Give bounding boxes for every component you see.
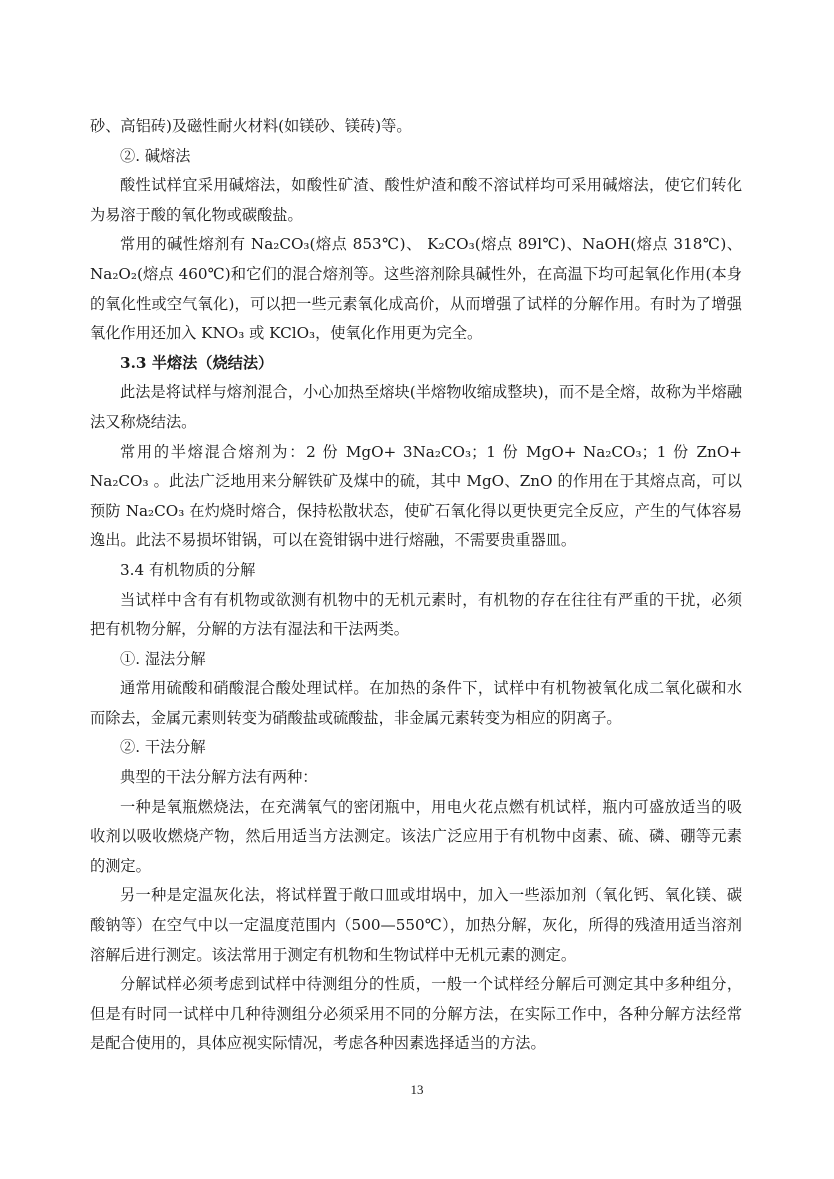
subheading-wet-decomposition: ①. 湿法分解 xyxy=(120,649,206,668)
paragraph-semi-fusion-intro: 此法是将试样与熔剂混合，小心加热至熔块(半熔物收缩成整块)，而不是全熔，故称为半熔融法又称烧结法。 xyxy=(90,383,742,431)
paragraph-semi-fusion-fluxes: 常用的半熔混合熔剂为：2 份 MgO+ 3Na₂CO₃；1 份 MgO+ Na₂CO₃；1 份 ZnO+ Na₂CO₃ 。此法广泛地用来分解铁矿及煤中的硫，其中 MgO、ZnO 的作用在于其熔点高，可以预防 Na₂CO₃ 在灼烧时熔合，保持松散状态，使矿石氧化得以更快更完全反应，产生的气体容易逸出。此法不易损坏钳锅，可以在瓷钳锅中进行熔融，不需要贵重器皿。 xyxy=(90,442,742,550)
page-number: 13 xyxy=(410,1082,424,1097)
paragraph-wet-decomposition: 通常用硫酸和硝酸混合酸处理试样。在加热的条件下，试样中有机物被氧化成二氧化碳和水而除去，金属元素则转变为硝酸盐或硫酸盐，非金属元素转变为相应的阴离子。 xyxy=(90,679,742,727)
paragraph-conclusion: 分解试样必须考虑到试样中待测组分的性质，一般一个试样经分解后可测定其中多种组分，但是有时同一试样中几种待测组分必须采用不同的分解方法，在实际工作中，各种分解方法经常是配合使用的，具体应视实际情况，考虑各种因素选择适当的方法。 xyxy=(90,975,742,1053)
section-heading-organic-decomposition: 3.4 有机物质的分解 xyxy=(120,560,256,579)
document-body xyxy=(90,112,742,1059)
paragraph-dry-methods-intro: 典型的干法分解方法有两种： xyxy=(120,768,318,787)
paragraph-oxygen-flask: 一种是氧瓶燃烧法，在充满氧气的密闭瓶中，用电火花点燃有机试样，瓶内可盛放适当的吸收剂以吸收燃烧产物，然后用适当方法测定。该法广泛应用于有机物中卤素、硫、磷、硼等元素的测定。 xyxy=(90,797,742,875)
subheading-alkali-fusion: ②. 碱熔法 xyxy=(120,146,191,165)
paragraph-alkali-fusion-intro: 酸性试样宜采用碱熔法，如酸性矿渣、酸性炉渣和酸不溶试样均可采用碱熔法，使它们转化为易溶于酸的氧化物或碳酸盐。 xyxy=(90,176,742,224)
paragraph-organic-intro: 当试样中含有有机物或欲测有机物中的无机元素时，有机物的存在往往有严重的干扰，必须把有机物分解，分解的方法有湿法和干法两类。 xyxy=(90,590,742,639)
section-heading-semi-fusion: 3.3 半熔法（烧结法） xyxy=(120,353,274,372)
paragraph-refractory-continued: 砂、高铝砖)及磁性耐火材料(如镁砂、镁砖)等。 xyxy=(90,117,412,135)
subheading-dry-decomposition: ②. 干法分解 xyxy=(120,738,206,757)
paragraph-alkali-fluxes: 常用的碱性熔剂有 Na₂CO₃(熔点 853℃)、 K₂CO₃(熔点 89l℃)、NaOH(熔点 318℃)、Na₂O₂(熔点 460℃)和它们的混合熔剂等。这些溶剂除具碱性外，在高温下均可起氧化作用(本身的氧化性或空气氧化)，可以把一些元素氧化成高价，从而增强了试样的分解作用。有时为了增强氧化作用还加入 KNO₃ 或 KClO₃，使氧化作用更为完全。 xyxy=(90,235,742,343)
paragraph-ashing: 另一种是定温灰化法，将试样置于敞口皿或坩埚中，加入一些添加剂（氧化钙、氧化镁、碳酸钠等）在空气中以一定温度范围内（500—550℃），加热分解，灰化，所得的残渣用适当溶剂溶解后进行测定。该法常用于测定有机物和生物试样中无机元素的测定。 xyxy=(90,886,742,964)
